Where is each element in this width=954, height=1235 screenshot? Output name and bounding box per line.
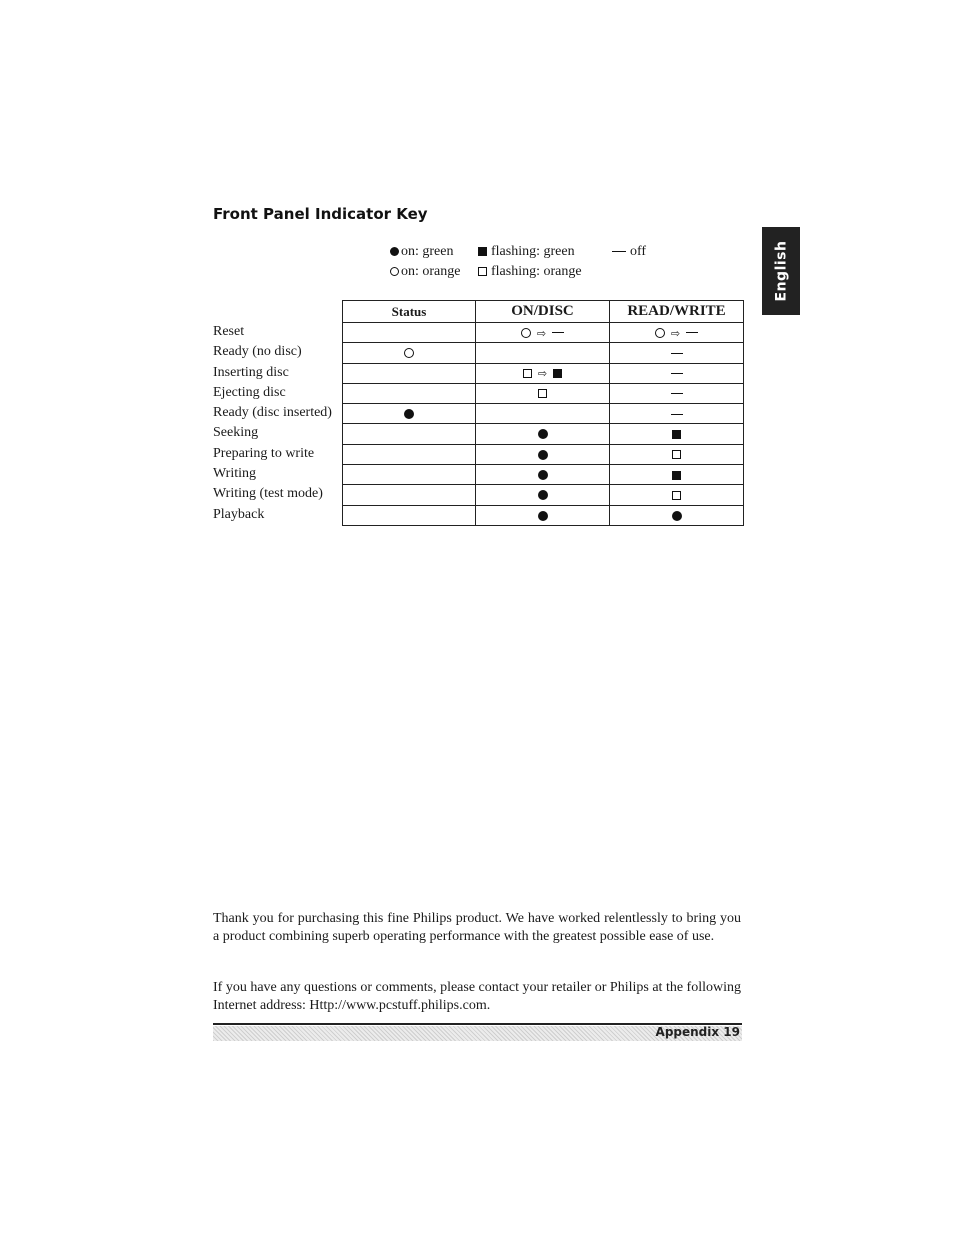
status-row-label: Writing (test mode) (213, 486, 323, 502)
table-row (343, 505, 744, 525)
dash-icon (671, 414, 683, 415)
status-row-label: Ready (no disc) (213, 344, 302, 360)
cell-on-disc (476, 343, 610, 363)
cell-read-write (610, 505, 744, 525)
arrow-icon: ⇨ (536, 326, 547, 340)
dash-icon (671, 373, 683, 374)
cell-on-disc (476, 465, 610, 485)
hollow-circle-icon (655, 328, 665, 338)
cell-on-disc (476, 363, 610, 383)
dash-icon (686, 332, 698, 333)
thank-you-paragraph: Thank you for purchasing this fine Philips product. We have worked relentlessly to bring you a product combining superb operating performance with the greatest possible ease of use. (213, 911, 741, 944)
cell-status (343, 363, 476, 383)
legend-item-flashing-orange: flashing: orange (478, 262, 612, 282)
cell-on-disc (476, 424, 610, 444)
legend-row-1 (390, 242, 646, 262)
status-row-label: Ready (disc inserted) (213, 405, 332, 421)
cell-status (343, 424, 476, 444)
hollow-circle-icon (404, 348, 414, 358)
arrow-icon: ⇨ (537, 367, 548, 381)
page-footer: Appendix 19 (655, 1025, 740, 1039)
cell-read-write (610, 383, 744, 403)
cell-read-write (610, 323, 744, 343)
filled-circle-icon (672, 511, 682, 521)
filled-circle-icon (538, 490, 548, 500)
indicator-legend (390, 242, 646, 282)
cell-on-disc (476, 444, 610, 464)
filled-circle-icon (538, 511, 548, 521)
legend-item-flashing-green: flashing: green (478, 242, 612, 262)
filled-square-icon (672, 430, 681, 439)
legend-item-on-green: on: green (390, 242, 478, 262)
dash-icon (612, 251, 626, 252)
table-row (343, 424, 744, 444)
cell-on-disc (476, 323, 610, 343)
cell-status (343, 444, 476, 464)
cell-read-write (610, 444, 744, 464)
table-row (343, 323, 744, 343)
cell-read-write (610, 485, 744, 505)
filled-circle-icon (538, 470, 548, 480)
cell-status (343, 343, 476, 363)
cell-on-disc (476, 383, 610, 403)
cell-on-disc (476, 505, 610, 525)
cell-read-write (610, 404, 744, 424)
header-read-write: READ/WRITE (610, 301, 744, 323)
header-on-disc: ON/DISC (476, 301, 610, 323)
status-row-labels (213, 322, 332, 525)
cell-read-write (610, 343, 744, 363)
header-status: Status (343, 301, 476, 323)
cell-read-write (610, 465, 744, 485)
status-row-label: Preparing to write (213, 445, 315, 461)
filled-square-icon (478, 247, 487, 256)
language-tab (762, 227, 800, 315)
filled-square-icon (553, 369, 562, 378)
cell-status (343, 485, 476, 505)
arrow-icon: ⇨ (670, 326, 681, 340)
status-row-label: Reset (213, 324, 245, 339)
table-row (343, 485, 744, 505)
cell-read-write (610, 363, 744, 383)
cell-status (343, 465, 476, 485)
hollow-circle-icon (390, 267, 399, 276)
dash-icon (552, 332, 564, 333)
cell-status (343, 505, 476, 525)
hollow-circle-icon (521, 328, 531, 338)
status-row-label: Playback (213, 506, 265, 522)
legend-item-off: off (612, 242, 646, 262)
status-row-label: Seeking (213, 425, 259, 441)
hollow-square-icon (523, 369, 532, 378)
hollow-square-icon (672, 450, 681, 459)
cell-status (343, 323, 476, 343)
table-row (343, 363, 744, 383)
cell-on-disc (476, 404, 610, 424)
filled-circle-icon (390, 247, 399, 256)
table-row (343, 444, 744, 464)
cell-status (343, 383, 476, 403)
filled-circle-icon (538, 450, 548, 460)
dash-icon (671, 393, 683, 394)
table-header-row (343, 301, 744, 323)
contact-paragraph: If you have any questions or comments, please contact your retailer or Philips at the following Internet address: Http://www.pcstuff.philips.com. (213, 980, 741, 1013)
status-row-label: Writing (213, 466, 256, 482)
cell-status (343, 404, 476, 424)
table-row (343, 465, 744, 485)
filled-circle-icon (404, 409, 414, 419)
page-heading: Front Panel Indicator Key (213, 205, 428, 223)
cell-read-write (610, 424, 744, 444)
table-row (343, 404, 744, 424)
status-row-label: Ejecting disc (213, 384, 286, 400)
indicator-table (342, 300, 744, 526)
legend-row-2 (390, 262, 646, 282)
table-row (343, 383, 744, 403)
hollow-square-icon (478, 267, 487, 276)
hollow-square-icon (672, 491, 681, 500)
dash-icon (671, 353, 683, 354)
status-row-label: Inserting disc (213, 364, 289, 380)
hollow-square-icon (538, 389, 547, 398)
filled-square-icon (672, 471, 681, 480)
table-row (343, 343, 744, 363)
cell-on-disc (476, 485, 610, 505)
language-tab-label: English (773, 240, 790, 302)
filled-circle-icon (538, 429, 548, 439)
legend-item-on-orange: on: orange (390, 262, 478, 282)
